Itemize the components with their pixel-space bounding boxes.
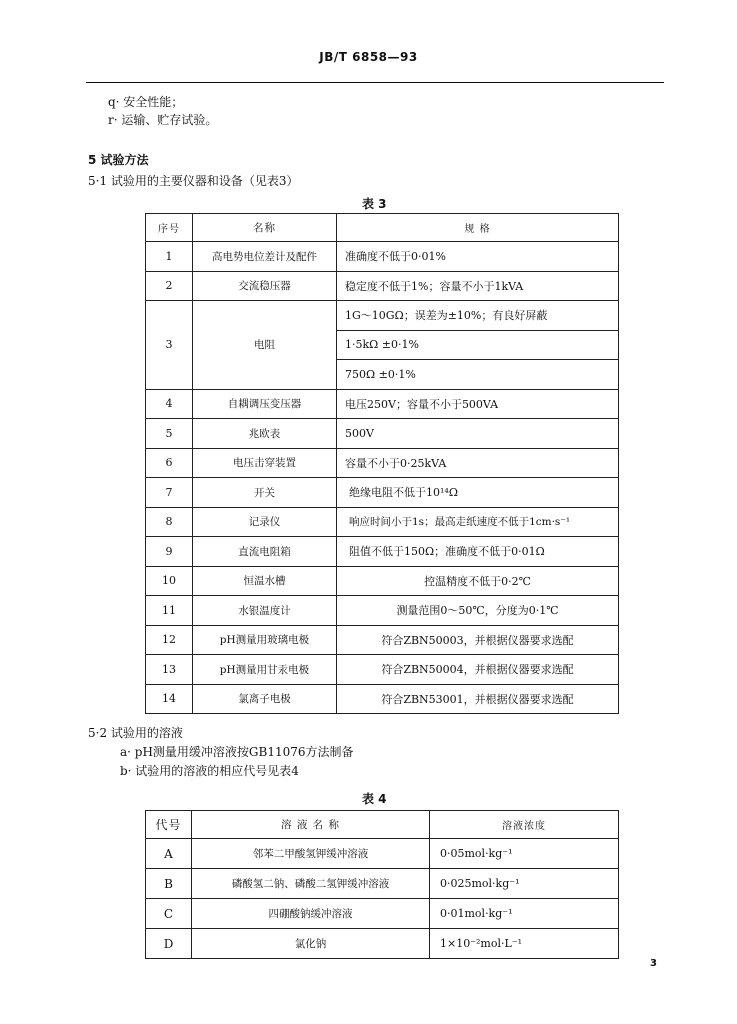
row-name: 交流稳压器 xyxy=(193,271,337,301)
row-name: pH测量用甘汞电极 xyxy=(193,655,337,685)
table-4 xyxy=(145,810,619,959)
row-name: 水银温度计 xyxy=(193,596,337,626)
row-name: 开关 xyxy=(193,478,337,508)
row-spec: 1·5kΩ ±0·1% xyxy=(337,330,619,360)
item-r: r· 运输、贮存试验。 xyxy=(108,113,218,127)
row-name: 恒温水槽 xyxy=(193,566,337,596)
table-row xyxy=(146,478,619,508)
row-no: 7 xyxy=(146,478,193,508)
table-row xyxy=(146,596,619,626)
table-3-caption: 表 3 xyxy=(362,197,387,211)
row-name: pH测量用玻璃电极 xyxy=(193,625,337,655)
table-row xyxy=(146,271,619,301)
row-spec: 阻值不低于150Ω；准确度不低于0·01Ω xyxy=(337,537,619,567)
row-spec: 符合ZBN50003，并根据仪器要求选配 xyxy=(337,625,619,655)
row-name: 磷酸氢二钠、磷酸二氢钾缓冲溶液 xyxy=(192,869,430,899)
table-4-header-code: 代号 xyxy=(146,811,192,839)
table-3-header-no: 序号 xyxy=(146,214,193,242)
row-no: 13 xyxy=(146,655,193,685)
row-spec: 750Ω ±0·1% xyxy=(337,360,619,390)
table-row xyxy=(146,684,619,714)
table-row xyxy=(146,448,619,478)
row-name: 自耦调压变压器 xyxy=(193,389,337,419)
row-spec: 电压250V；容量不小于500VA xyxy=(337,389,619,419)
row-code: D xyxy=(146,929,192,959)
row-spec: 500V xyxy=(337,419,619,449)
row-spec: 测量范围0～50℃，分度为0·1℃ xyxy=(337,596,619,626)
table-4-caption: 表 4 xyxy=(362,792,387,806)
row-no: 4 xyxy=(146,389,193,419)
table-row xyxy=(146,301,619,331)
row-no: 14 xyxy=(146,684,193,714)
row-spec: 准确度不低于0·01% xyxy=(337,242,619,272)
section-5-2-title: 5·2 试验用的溶液 xyxy=(88,726,183,740)
row-no: 8 xyxy=(146,507,193,537)
table-row xyxy=(146,899,619,929)
section-5-2-b: b· 试验用的溶液的相应代号见表4 xyxy=(120,764,299,778)
row-name: 邻苯二甲酸氢钾缓冲溶液 xyxy=(192,839,430,869)
row-name: 氯离子电极 xyxy=(193,684,337,714)
row-spec: 稳定度不低于1%；容量不小于1kVA xyxy=(337,271,619,301)
row-name: 氯化钠 xyxy=(192,929,430,959)
table-3 xyxy=(145,213,619,714)
row-spec: 1G～10GΩ；误差为±10%；有良好屏蔽 xyxy=(337,301,619,331)
row-name: 四硼酸钠缓冲溶液 xyxy=(192,899,430,929)
row-no: 6 xyxy=(146,448,193,478)
table-row xyxy=(146,419,619,449)
row-no: 12 xyxy=(146,625,193,655)
row-no: 9 xyxy=(146,537,193,567)
row-conc: 0·025mol·kg⁻¹ xyxy=(430,869,619,899)
row-no: 11 xyxy=(146,596,193,626)
section-5-2-a: a· pH测量用缓冲溶液按GB11076方法制备 xyxy=(120,745,354,759)
table-row xyxy=(146,929,619,959)
row-conc: 0·01mol·kg⁻¹ xyxy=(430,899,619,929)
row-conc: 1×10⁻²mol·L⁻¹ xyxy=(430,929,619,959)
table-row xyxy=(146,839,619,869)
page-header: JB/T 6858—93 xyxy=(319,50,418,64)
row-name: 直流电阻箱 xyxy=(193,537,337,567)
table-row xyxy=(146,389,619,419)
row-conc: 0·05mol·kg⁻¹ xyxy=(430,839,619,869)
row-spec: 响应时间小于1s；最高走纸速度不低于1cm·s⁻¹ xyxy=(337,507,619,537)
row-name: 高电势电位差计及配件 xyxy=(193,242,337,272)
row-no: 5 xyxy=(146,419,193,449)
row-name: 电压击穿装置 xyxy=(193,448,337,478)
table-row xyxy=(146,566,619,596)
item-q: q· 安全性能； xyxy=(108,95,184,109)
table-row xyxy=(146,242,619,272)
row-name: 兆欧表 xyxy=(193,419,337,449)
table-4-header-name: 溶 液 名 称 xyxy=(192,811,430,839)
table-3-header-spec: 规 格 xyxy=(337,214,619,242)
row-code: B xyxy=(146,869,192,899)
section-5-title: 5 试验方法 xyxy=(88,153,149,167)
row-code: A xyxy=(146,839,192,869)
row-no: 2 xyxy=(146,271,193,301)
row-no: 3 xyxy=(146,301,193,390)
table-3-header-name: 名称 xyxy=(193,214,337,242)
row-spec: 符合ZBN50004，并根据仪器要求选配 xyxy=(337,655,619,685)
row-code: C xyxy=(146,899,192,929)
table-row xyxy=(146,869,619,899)
table-row xyxy=(146,507,619,537)
row-spec: 容量不小于0·25kVA xyxy=(337,448,619,478)
header-rule xyxy=(86,82,664,83)
row-no: 10 xyxy=(146,566,193,596)
table-row xyxy=(146,537,619,567)
row-spec: 绝缘电阻不低于10¹⁴Ω xyxy=(337,478,619,508)
page-number: 3 xyxy=(650,958,657,969)
row-no: 1 xyxy=(146,242,193,272)
row-spec: 控温精度不低于0·2℃ xyxy=(337,566,619,596)
section-5-1-title: 5·1 试验用的主要仪器和设备（见表3） xyxy=(88,174,299,188)
row-name: 电阻 xyxy=(193,301,337,390)
row-spec: 符合ZBN53001，并根据仪器要求选配 xyxy=(337,684,619,714)
table-4-header-conc: 溶液浓度 xyxy=(430,811,619,839)
table-row xyxy=(146,625,619,655)
table-row xyxy=(146,655,619,685)
row-name: 记录仪 xyxy=(193,507,337,537)
